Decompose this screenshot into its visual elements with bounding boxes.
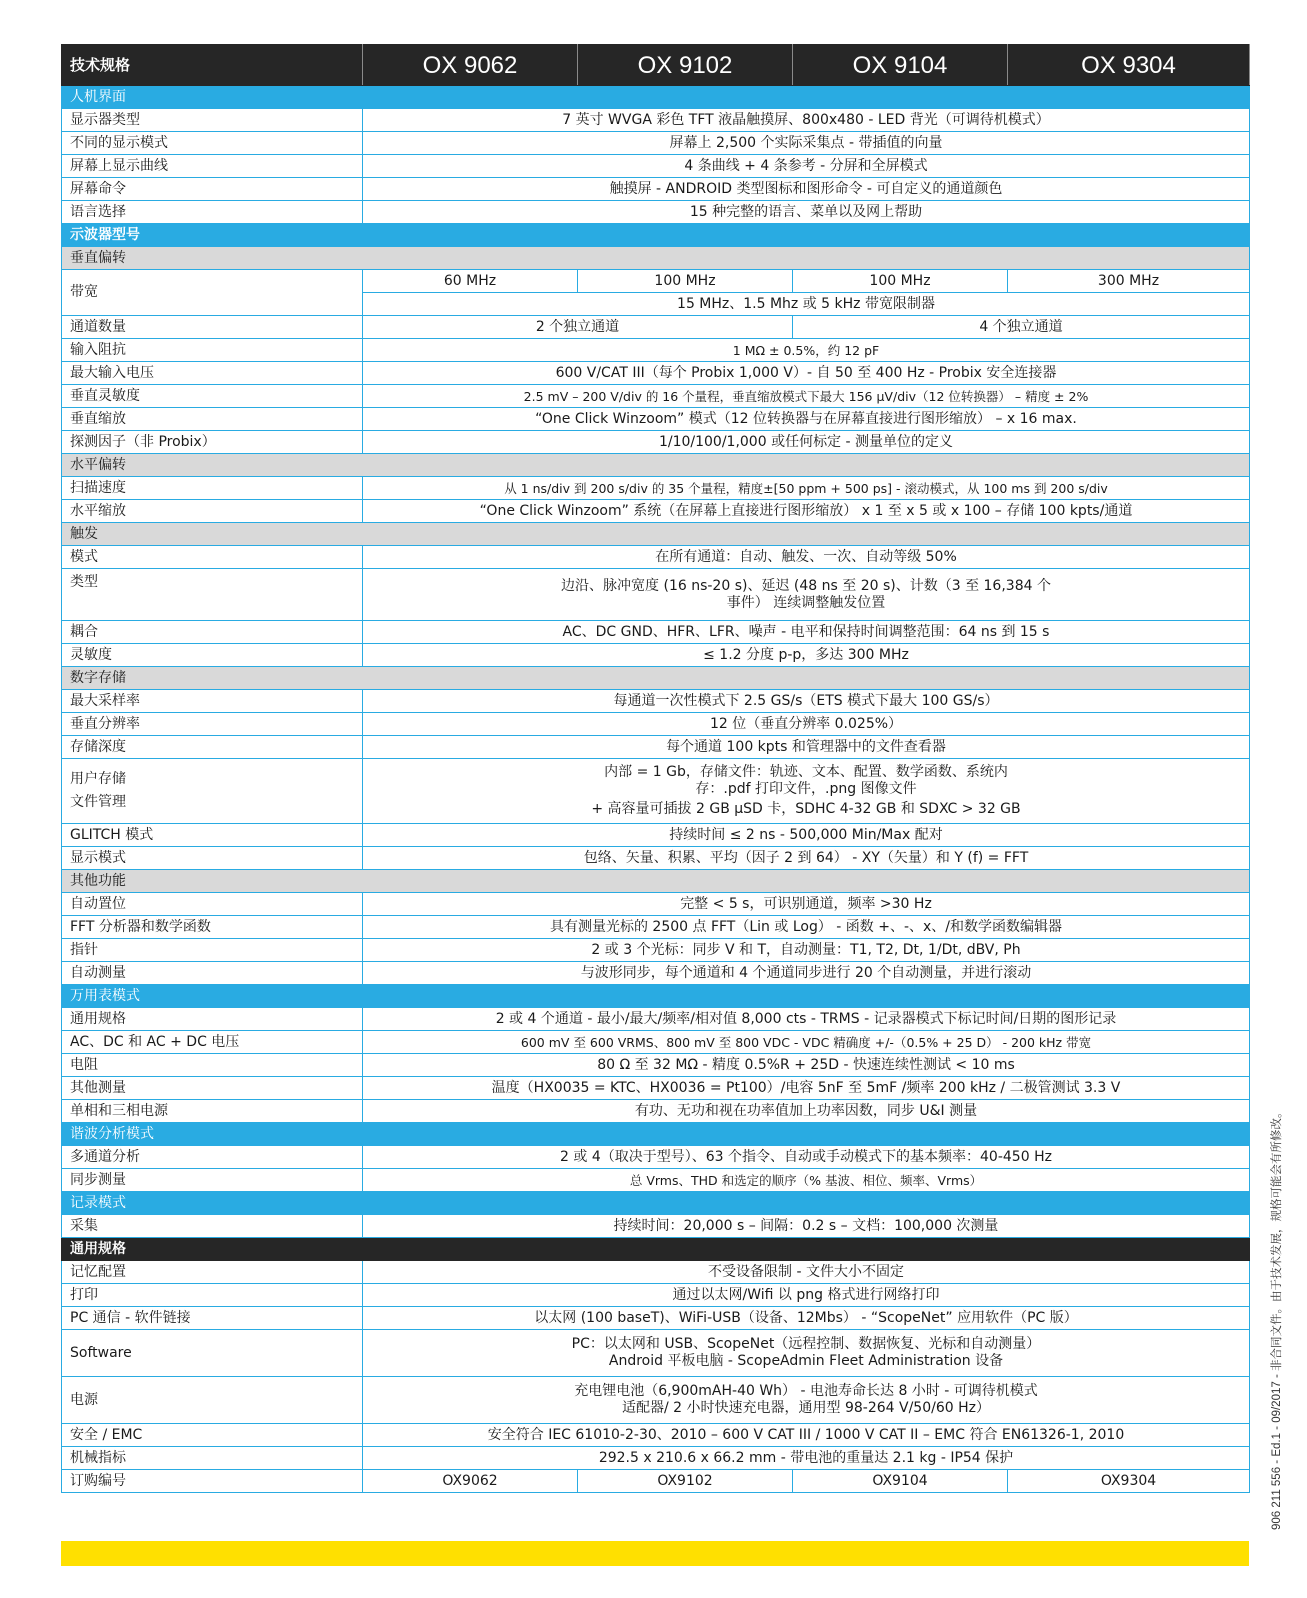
section-scope xyxy=(62,224,1250,247)
row-label: 打印 xyxy=(62,1284,363,1307)
row-value-line: 适配器/ 2 小时快速充电器，通用型 98-264 V/50/60 Hz） xyxy=(622,1400,990,1416)
row-label: 安全 / EMC xyxy=(62,1424,363,1447)
row-value xyxy=(363,1330,1250,1377)
row-label: 垂直灵敏度 xyxy=(62,385,363,408)
row-label: 同步测量 xyxy=(62,1169,363,1192)
table-row xyxy=(62,109,1250,132)
row-value: 温度（HX0035 = KTC、HX0036 = Pt100）/电容 5nF 至 5mF /频率 200 kHz / 二极管测试 3.3 V xyxy=(363,1077,1250,1100)
section-harmonic xyxy=(62,1123,1250,1146)
table-row xyxy=(62,316,1250,339)
row-value: 具有测量光标的 2500 点 FFT（Lin 或 Log） - 函数 +、-、x、/和数学函数编辑器 xyxy=(363,916,1250,939)
row-value: ≤ 1.2 分度 p-p，多达 300 MHz xyxy=(363,644,1250,667)
subsection-title: 数字存储 xyxy=(62,667,1250,690)
table-row xyxy=(62,759,1250,824)
row-label: 机械指标 xyxy=(62,1447,363,1470)
subsection-title: 水平偏转 xyxy=(62,454,1250,477)
row-value: 以太网 (100 baseT)、WiFi-USB（设备、12Mbs） - “ScopeNet” 应用软件（PC 版） xyxy=(363,1307,1250,1330)
row-label: 通用规格 xyxy=(62,1008,363,1031)
row-label: 屏幕上显示曲线 xyxy=(62,155,363,178)
row-label: 自动测量 xyxy=(62,962,363,985)
row-label: GLITCH 模式 xyxy=(62,824,363,847)
row-label: 垂直分辨率 xyxy=(62,713,363,736)
table-row xyxy=(62,690,1250,713)
row-value: 安全符合 IEC 61010-2-30、2010 – 600 V CAT III / 1000 V CAT II – EMC 符合 EN61326-1, 2010 xyxy=(363,1424,1250,1447)
row-label: 多通道分析 xyxy=(62,1146,363,1169)
row-label: 指针 xyxy=(62,939,363,962)
table-row xyxy=(62,916,1250,939)
row-label: Software xyxy=(62,1330,363,1377)
row-value: “One Click Winzoom” 系统（在屏幕上直接进行图形缩放） x 1 至 x 5 或 x 100 – 存储 100 kpts/通道 xyxy=(363,500,1250,523)
row-label: 灵敏度 xyxy=(62,644,363,667)
spec-table xyxy=(61,44,1250,1493)
section-title: 谐波分析模式 xyxy=(62,1123,1250,1146)
table-row xyxy=(62,1424,1250,1447)
document-side-note: 906 211 556 - Ed.1 - 09/2017 - 非合同文件。由于技术发展，规格可能会有所修改。 xyxy=(1271,1106,1283,1530)
model-ox9062: OX 9062 xyxy=(363,45,578,86)
row-value: 在所有通道：自动、触发、一次、自动等级 50% xyxy=(363,546,1250,569)
row-label: AC、DC 和 AC + DC 电压 xyxy=(62,1031,363,1054)
table-row xyxy=(62,1470,1250,1493)
row-label: FFT 分析器和数学函数 xyxy=(62,916,363,939)
row-value: 触摸屏 - ANDROID 类型图标和图形命令 - 可自定义的通道颜色 xyxy=(363,178,1250,201)
row-label-line: 用户存储 xyxy=(70,771,126,787)
table-row xyxy=(62,1307,1250,1330)
row-value: 屏幕上 2,500 个实际采集点 - 带插值的向量 xyxy=(363,132,1250,155)
order-code-ox9104: OX9104 xyxy=(793,1470,1008,1493)
row-value: 有功、无功和视在功率值加上功率因数，同步 U&I 测量 xyxy=(363,1100,1250,1123)
row-value-line: + 高容量可插拔 2 GB μSD 卡，SDHC 4-32 GB 和 SDXC > 32 GB xyxy=(591,801,1021,817)
row-label: 最大采样率 xyxy=(62,690,363,713)
subsection-vertical xyxy=(62,247,1250,270)
row-value: 600 V/CAT III（每个 Probix 1,000 V）- 自 50 至 400 Hz - Probix 安全连接器 xyxy=(363,362,1250,385)
subsection-title: 其他功能 xyxy=(62,870,1250,893)
section-hmi xyxy=(62,86,1250,109)
table-row xyxy=(62,431,1250,454)
section-recorder xyxy=(62,1192,1250,1215)
row-label: 采集 xyxy=(62,1215,363,1238)
table-row xyxy=(62,1054,1250,1077)
row-label: 显示器类型 xyxy=(62,109,363,132)
table-row xyxy=(62,1146,1250,1169)
row-label xyxy=(62,759,363,824)
row-label-line: 文件管理 xyxy=(70,794,126,810)
subsection-trigger xyxy=(62,523,1250,546)
row-label: 模式 xyxy=(62,546,363,569)
table-row xyxy=(62,1284,1250,1307)
table-row xyxy=(62,1447,1250,1470)
spec-header-label: 技术规格 xyxy=(62,45,363,86)
row-value: 通过以太网/Wifi 以 png 格式进行网络打印 xyxy=(363,1284,1250,1307)
table-row xyxy=(62,1008,1250,1031)
row-label: 通道数量 xyxy=(62,316,363,339)
row-label: 存储深度 xyxy=(62,736,363,759)
row-value xyxy=(363,1377,1250,1424)
table-row xyxy=(62,546,1250,569)
section-title: 通用规格 xyxy=(62,1238,1250,1261)
row-value-line: PC：以太网和 USB、ScopeNet（远程控制、数据恢复、光标和自动测量） xyxy=(571,1336,1041,1352)
row-label: 语言选择 xyxy=(62,201,363,224)
table-row xyxy=(62,847,1250,870)
subsection-title: 触发 xyxy=(62,523,1250,546)
row-value: 600 mV 至 600 VRMS、800 mV 至 800 VDC - VDC 精确度 +/-（0.5% + 25 D） - 200 kHz 带宽 xyxy=(363,1031,1250,1054)
table-row xyxy=(62,569,1250,621)
model-ox9104: OX 9104 xyxy=(793,45,1008,86)
row-label: 扫描速度 xyxy=(62,477,363,500)
table-row xyxy=(62,477,1250,500)
section-general xyxy=(62,1238,1250,1261)
row-value xyxy=(363,569,1250,621)
bandwidth-ox9104: 100 MHz xyxy=(793,270,1008,293)
subsection-other xyxy=(62,870,1250,893)
row-label: 水平缩放 xyxy=(62,500,363,523)
row-label: 类型 xyxy=(62,569,363,621)
row-value: 2 或 3 个光标：同步 V 和 T，自动测量：T1, T2, Dt, 1/Dt, dBV, Ph xyxy=(363,939,1250,962)
order-code-ox9062: OX9062 xyxy=(363,1470,578,1493)
section-title: 示波器型号 xyxy=(62,224,1250,247)
row-value: 持续时间：20,000 s – 间隔：0.2 s – 文档：100,000 次测量 xyxy=(363,1215,1250,1238)
row-value: 从 1 ns/div 到 200 s/div 的 35 个量程，精度±[50 ppm + 500 ps] - 滚动模式，从 100 ms 到 200 s/div xyxy=(363,477,1250,500)
subsection-storage xyxy=(62,667,1250,690)
table-row xyxy=(62,500,1250,523)
row-value: 12 位（垂直分辨率 0.025%） xyxy=(363,713,1250,736)
row-label: 最大输入电压 xyxy=(62,362,363,385)
section-title: 记录模式 xyxy=(62,1192,1250,1215)
row-label: 记忆配置 xyxy=(62,1261,363,1284)
order-code-ox9304: OX9304 xyxy=(1008,1470,1250,1493)
row-value: 每个通道 100 kpts 和管理器中的文件查看器 xyxy=(363,736,1250,759)
row-label: 电阻 xyxy=(62,1054,363,1077)
row-value: 2 或 4 个通道 - 最小/最大/频率/相对值 8,000 cts - TRMS - 记录器模式下标记时间/日期的图形记录 xyxy=(363,1008,1250,1031)
table-row xyxy=(62,385,1250,408)
channels-4ch: 4 个独立通道 xyxy=(793,316,1250,339)
section-title: 人机界面 xyxy=(62,86,1250,109)
bandwidth-ox9304: 300 MHz xyxy=(1008,270,1250,293)
table-row xyxy=(62,1100,1250,1123)
table-row xyxy=(62,201,1250,224)
table-row xyxy=(62,621,1250,644)
row-value: 1/10/100/1,000 或任何标定 - 测量单位的定义 xyxy=(363,431,1250,454)
row-value-line: 存：.pdf 打印文件，.png 图像文件 xyxy=(695,781,917,797)
row-value-line: 充电锂电池（6,900mAH-40 Wh） - 电池寿命长达 8 小时 - 可调待机模式 xyxy=(574,1383,1038,1399)
row-value: 292.5 x 210.6 x 66.2 mm - 带电池的重量达 2.1 kg - IP54 保护 xyxy=(363,1447,1250,1470)
table-row xyxy=(62,270,1250,293)
row-label: 输入阻抗 xyxy=(62,339,363,362)
row-value-line: 事件） 连续调整触发位置 xyxy=(726,594,886,611)
table-row xyxy=(62,155,1250,178)
row-value: 持续时间 ≤ 2 ns - 500,000 Min/Max 配对 xyxy=(363,824,1250,847)
row-value: 每通道一次性模式下 2.5 GS/s（ETS 模式下最大 100 GS/s） xyxy=(363,690,1250,713)
table-row xyxy=(62,132,1250,155)
section-title: 万用表模式 xyxy=(62,985,1250,1008)
table-row xyxy=(62,1215,1250,1238)
row-label: 带宽 xyxy=(62,270,363,316)
row-value-line: 内部 = 1 Gb，存储文件：轨迹、文本、配置、数学函数、系统内 xyxy=(604,764,1008,780)
table-row xyxy=(62,1031,1250,1054)
row-label: 显示模式 xyxy=(62,847,363,870)
table-row xyxy=(62,962,1250,985)
table-row xyxy=(62,1169,1250,1192)
row-label: PC 通信 - 软件链接 xyxy=(62,1307,363,1330)
row-value: 7 英寸 WVGA 彩色 TFT 液晶触摸屏、800x480 - LED 背光（可调待机模式） xyxy=(363,109,1250,132)
row-value: AC、DC GND、HFR、LFR、噪声 - 电平和保持时间调整范围：64 ns 到 15 s xyxy=(363,621,1250,644)
table-row xyxy=(62,339,1250,362)
bandwidth-limit: 15 MHz、1.5 Mhz 或 5 kHz 带宽限制器 xyxy=(363,293,1250,316)
bandwidth-ox9062: 60 MHz xyxy=(363,270,578,293)
table-row xyxy=(62,939,1250,962)
row-label: 单相和三相电源 xyxy=(62,1100,363,1123)
row-value-line: 边沿、脉冲宽度 (16 ns-20 s)、延迟 (48 ns 至 20 s)、计数（3 至 16,384 个 xyxy=(561,577,1051,594)
table-row xyxy=(62,408,1250,431)
order-code-ox9102: OX9102 xyxy=(578,1470,793,1493)
model-ox9304: OX 9304 xyxy=(1008,45,1250,86)
row-value-line: Android 平板电脑 - ScopeAdmin Fleet Administration 设备 xyxy=(608,1353,1004,1369)
model-ox9102: OX 9102 xyxy=(578,45,793,86)
row-value: 不受设备限制 - 文件大小不固定 xyxy=(363,1261,1250,1284)
row-value: 包络、矢量、积累、平均（因子 2 到 64） - XY（矢量）和 Y (f) = FFT xyxy=(363,847,1250,870)
channels-2ch: 2 个独立通道 xyxy=(363,316,793,339)
table-row xyxy=(62,736,1250,759)
table-row xyxy=(62,1077,1250,1100)
row-value: 完整 < 5 s，可识别通道，频率 >30 Hz xyxy=(363,893,1250,916)
section-multimeter xyxy=(62,985,1250,1008)
table-row xyxy=(62,893,1250,916)
row-label: 耦合 xyxy=(62,621,363,644)
row-label: 垂直缩放 xyxy=(62,408,363,431)
row-value: 总 Vrms、THD 和选定的顺序（% 基波、相位、频率、Vrms） xyxy=(363,1169,1250,1192)
table-row xyxy=(62,362,1250,385)
row-label: 电源 xyxy=(62,1377,363,1424)
row-value: 2 或 4（取决于型号）、63 个指令、自动或手动模式下的基本频率：40-450 Hz xyxy=(363,1146,1250,1169)
subsection-horizontal xyxy=(62,454,1250,477)
header-row xyxy=(62,45,1250,86)
table-row xyxy=(62,178,1250,201)
row-label: 自动置位 xyxy=(62,893,363,916)
table-row xyxy=(62,1377,1250,1424)
row-label: 屏幕命令 xyxy=(62,178,363,201)
row-value: 1 MΩ ± 0.5%，约 12 pF xyxy=(363,339,1250,362)
row-value: 15 种完整的语言、菜单以及网上帮助 xyxy=(363,201,1250,224)
row-value: “One Click Winzoom” 模式（12 位转换器与在屏幕直接进行图形缩放） – x 16 max. xyxy=(363,408,1250,431)
row-value: 4 条曲线 + 4 条参考 - 分屏和全屏模式 xyxy=(363,155,1250,178)
row-value: 与波形同步，每个通道和 4 个通道同步进行 20 个自动测量，并进行滚动 xyxy=(363,962,1250,985)
table-row xyxy=(62,824,1250,847)
table-row xyxy=(62,644,1250,667)
table-row xyxy=(62,1330,1250,1377)
row-value: 80 Ω 至 32 MΩ - 精度 0.5%R + 25D - 快速连续性测试 < 10 ms xyxy=(363,1054,1250,1077)
row-value: 2.5 mV – 200 V/div 的 16 个量程，垂直缩放模式下最大 156 μV/div（12 位转换器） – 精度 ± 2% xyxy=(363,385,1250,408)
footer-yellow-bar xyxy=(61,1541,1249,1566)
row-label: 探测因子（非 Probix） xyxy=(62,431,363,454)
row-label: 订购编号 xyxy=(62,1470,363,1493)
table-row xyxy=(62,713,1250,736)
row-label: 不同的显示模式 xyxy=(62,132,363,155)
row-label: 其他测量 xyxy=(62,1077,363,1100)
bandwidth-ox9102: 100 MHz xyxy=(578,270,793,293)
table-row xyxy=(62,1261,1250,1284)
row-value xyxy=(363,759,1250,824)
subsection-title: 垂直偏转 xyxy=(62,247,1250,270)
